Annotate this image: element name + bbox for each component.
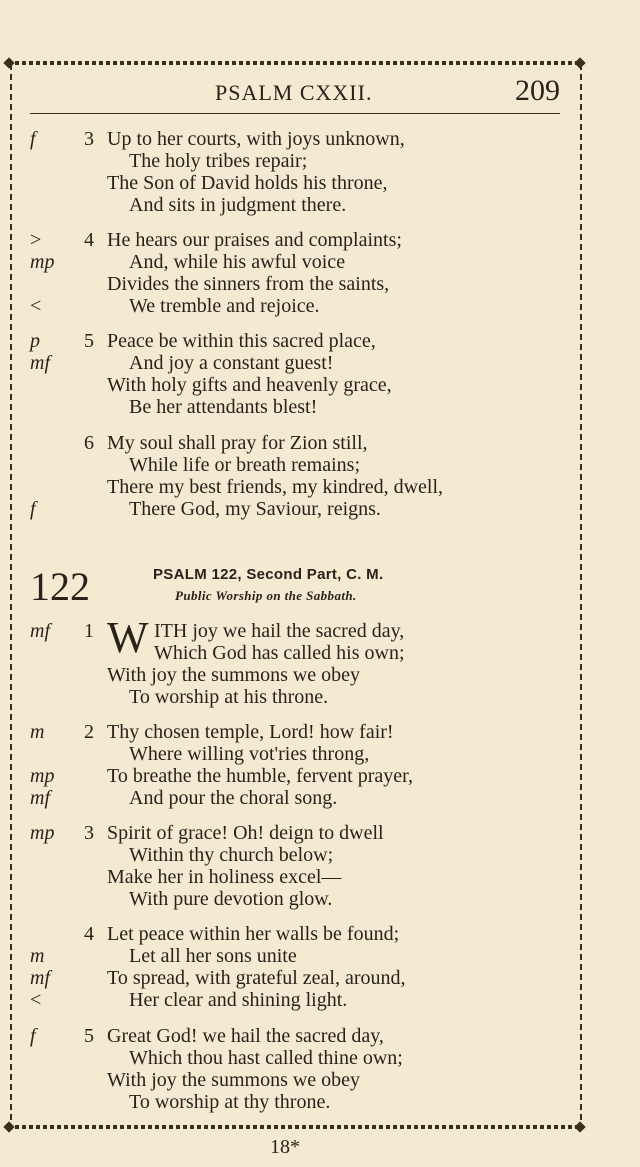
dynamic-marking: mp [30, 765, 55, 787]
verse-line: To breathe the humble, fervent prayer, [107, 765, 413, 787]
corner-ornament [574, 1121, 585, 1132]
verse-number: 1 [84, 620, 94, 642]
dynamic-marking: mf [30, 787, 50, 809]
verse-line: And, while his awful voice [129, 251, 346, 273]
running-title: PSALM CXXII. [215, 80, 373, 105]
dynamic-marking: m [30, 721, 45, 743]
left-border [10, 64, 12, 1130]
verse-line: With joy the summons we obey [107, 664, 361, 686]
dynamic-marking: mf [30, 967, 50, 989]
verse-line: Up to her courts, with joys unknown, [107, 128, 405, 150]
dynamic-marking: f [30, 128, 36, 150]
hymn-number: 122 [30, 564, 90, 609]
page-number: 209 [515, 74, 560, 107]
verse-line: My soul shall pray for Zion still, [107, 432, 368, 454]
verse-line: Her clear and shining light. [129, 989, 348, 1011]
corner-ornament [3, 1121, 14, 1132]
verse-number: 5 [84, 1025, 94, 1047]
verse-line: To worship at his throne. [129, 686, 329, 708]
verse-line: There my best friends, my kindred, dwell, [107, 476, 444, 498]
dynamic-marking: < [30, 295, 42, 317]
verse-line: With joy the summons we obey [107, 1069, 361, 1091]
verse-line: While life or breath remains; [129, 454, 361, 476]
verse-line: Let all her sons unite [129, 945, 297, 967]
verse-line: There God, my Saviour, reigns. [129, 498, 381, 520]
verse-line: To worship at thy throne. [129, 1091, 331, 1113]
verse-line: Thy chosen temple, Lord! how fair! [107, 721, 394, 743]
verse-line: Be her attendants blest! [129, 396, 318, 418]
header-rule [30, 113, 560, 114]
verse-line: Peace be within this sacred place, [107, 330, 376, 352]
drop-cap: W [107, 613, 149, 662]
dynamic-marking: > [30, 229, 42, 251]
dynamic-marking: p [30, 330, 40, 352]
verse-line: With holy gifts and heavenly grace, [107, 374, 392, 396]
verse-line: Which thou hast called thine own; [129, 1047, 403, 1069]
verse-number: 4 [84, 923, 94, 945]
verse-line: Which God has called his own; [154, 642, 405, 664]
verse-line: Where willing vot'ries throng, [129, 743, 370, 765]
psalm-subheading: Public Worship on the Sabbath. [175, 588, 357, 603]
dynamic-marking: mf [30, 352, 50, 374]
dynamic-marking: mp [30, 822, 55, 844]
verse-line: And sits in judgment there. [129, 194, 347, 216]
right-border [580, 64, 582, 1130]
verse-number: 6 [84, 432, 94, 454]
verse-number: 4 [84, 229, 94, 251]
verse-line: Spirit of grace! Oh! deign to dwell [107, 822, 384, 844]
dynamic-marking: f [30, 1025, 36, 1047]
verse-line: Within thy church below; [129, 844, 334, 866]
dynamic-marking: f [30, 498, 36, 520]
signature-mark: 18* [270, 1136, 300, 1158]
dynamic-marking: mf [30, 620, 50, 642]
corner-ornament [574, 57, 585, 68]
verse-line: He hears our praises and complaints; [107, 229, 402, 251]
verse-line: To spread, with grateful zeal, around, [107, 967, 406, 989]
verse-number: 3 [84, 128, 94, 150]
verse-line: Divides the sinners from the saints, [107, 273, 390, 295]
verse-number: 2 [84, 721, 94, 743]
verse-line: With pure devotion glow. [129, 888, 333, 910]
verse-line: ITH joy we hail the sacred day, [154, 620, 405, 642]
dynamic-marking: m [30, 945, 45, 967]
verse-line: Great God! we hail the sacred day, [107, 1025, 384, 1047]
bottom-border [8, 1125, 584, 1129]
page-header [30, 74, 560, 112]
verse-line: Make her in holiness excel— [107, 866, 342, 888]
dynamic-marking: mp [30, 251, 55, 273]
verse-line: We tremble and rejoice. [129, 295, 320, 317]
verse-line: The holy tribes repair; [129, 150, 308, 172]
verse-line: The Son of David holds his throne, [107, 172, 388, 194]
verse-line: And pour the choral song. [129, 787, 338, 809]
verse-number: 5 [84, 330, 94, 352]
psalm-heading: PSALM 122, Second Part, C. M. [153, 566, 384, 583]
verse-number: 3 [84, 822, 94, 844]
top-border [8, 61, 584, 65]
verse-line: And joy a constant guest! [129, 352, 334, 374]
corner-ornament [3, 57, 14, 68]
verse-line: Let peace within her walls be found; [107, 923, 400, 945]
dynamic-marking: < [30, 989, 42, 1011]
